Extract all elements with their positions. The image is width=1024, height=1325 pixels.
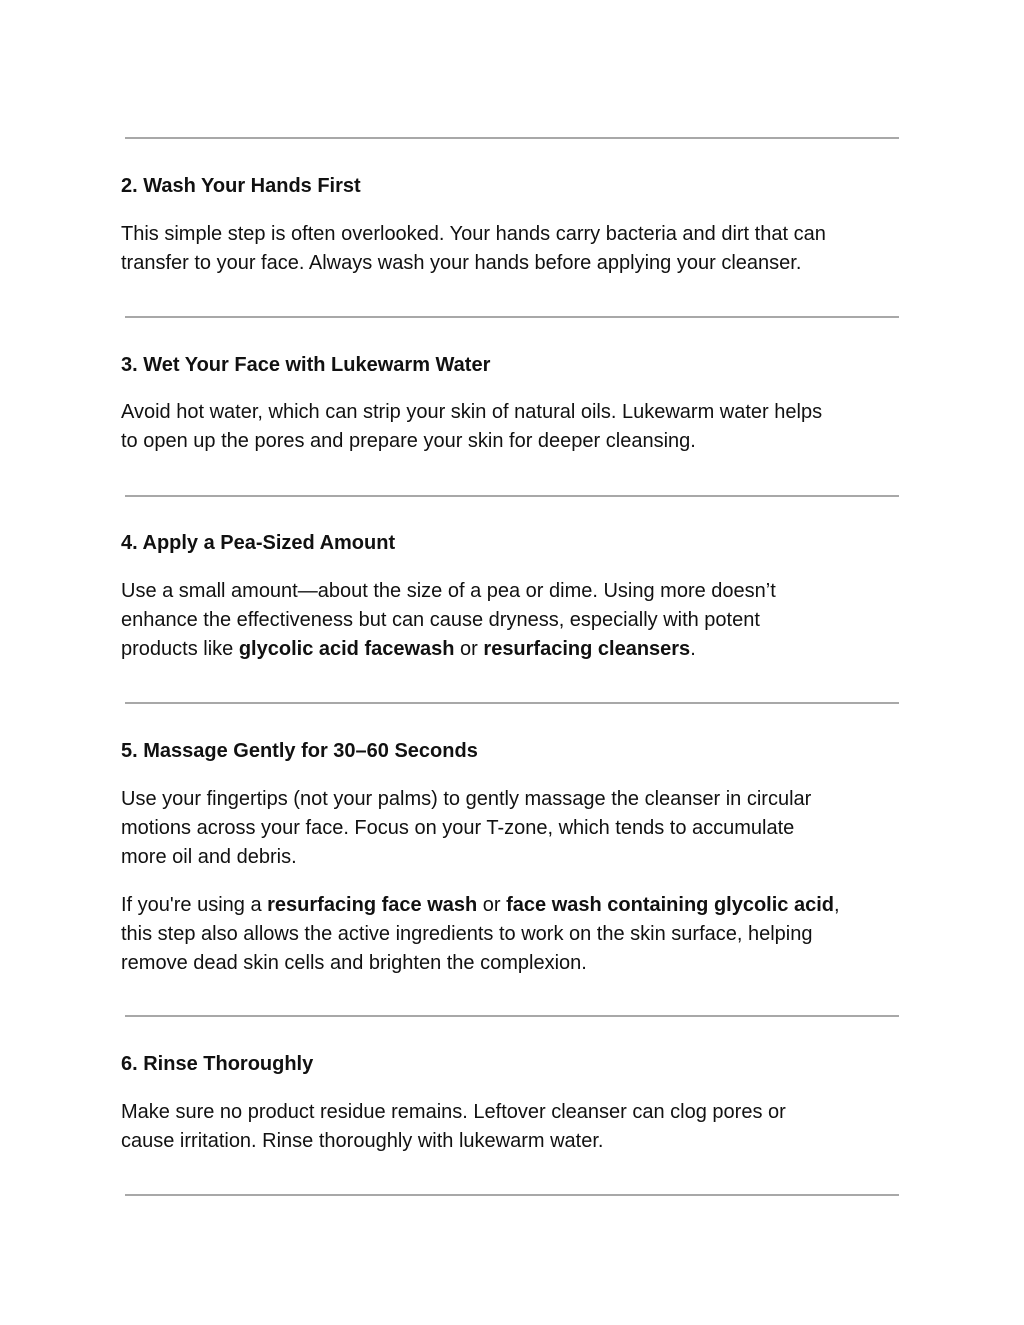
- paragraph: [121, 891, 840, 978]
- section-heading: 5. Massage Gently for 30–60 Seconds: [121, 740, 478, 762]
- paragraph-line: to open up the pores and prepare your skin for deeper cleansing.: [121, 430, 696, 452]
- paragraph-line: transfer to your face. Always wash your hands before applying your cleanser.: [121, 252, 802, 274]
- paragraph: [121, 1098, 786, 1156]
- section-heading: 3. Wet Your Face with Lukewarm Water: [121, 354, 491, 376]
- paragraph-line: Use your fingertips (not your palms) to gently massage the cleanser in circular: [121, 788, 812, 810]
- paragraph: [121, 220, 826, 278]
- paragraph: [121, 577, 776, 664]
- paragraph-line: If you're using a resurfacing face wash or face wash containing glycolic acid,: [121, 894, 840, 916]
- paragraph-line: Make sure no product residue remains. Leftover cleanser can clog pores or: [121, 1101, 786, 1123]
- paragraph-line: motions across your face. Focus on your T-zone, which tends to accumulate: [121, 817, 795, 839]
- divider: [125, 316, 899, 318]
- section-heading: 4. Apply a Pea-Sized Amount: [121, 532, 396, 554]
- bold-keyword: face wash containing glycolic acid: [506, 894, 834, 916]
- paragraph-line: This simple step is often overlooked. Your hands carry bacteria and dirt that can: [121, 223, 826, 245]
- divider: [125, 702, 899, 704]
- paragraph-line: this step also allows the active ingredients to work on the skin surface, helping: [121, 923, 813, 945]
- paragraph-line: Avoid hot water, which can strip your skin of natural oils. Lukewarm water helps: [121, 401, 823, 423]
- paragraph: [121, 398, 822, 456]
- section-heading: 6. Rinse Thoroughly: [121, 1053, 314, 1075]
- bold-keyword: resurfacing cleansers: [483, 638, 691, 660]
- bold-keyword: glycolic acid facewash: [238, 638, 455, 660]
- divider: [125, 495, 899, 497]
- divider: [125, 1194, 899, 1196]
- paragraph-line: remove dead skin cells and brighten the complexion.: [121, 952, 587, 974]
- paragraph-line: enhance the effectiveness but can cause dryness, especially with potent: [121, 609, 760, 631]
- paragraph: [121, 785, 811, 872]
- divider: [125, 1015, 899, 1017]
- divider: [125, 137, 899, 139]
- paragraph-line: more oil and debris.: [121, 846, 297, 868]
- bold-keyword: resurfacing face wash: [267, 894, 478, 916]
- paragraph-line: Use a small amount—about the size of a pea or dime. Using more doesn’t: [121, 580, 776, 602]
- paragraph-line: products like glycolic acid facewash or resurfacing cleansers.: [121, 638, 696, 660]
- section-heading: 2. Wash Your Hands First: [121, 175, 361, 197]
- paragraph-line: cause irritation. Rinse thoroughly with lukewarm water.: [121, 1130, 604, 1152]
